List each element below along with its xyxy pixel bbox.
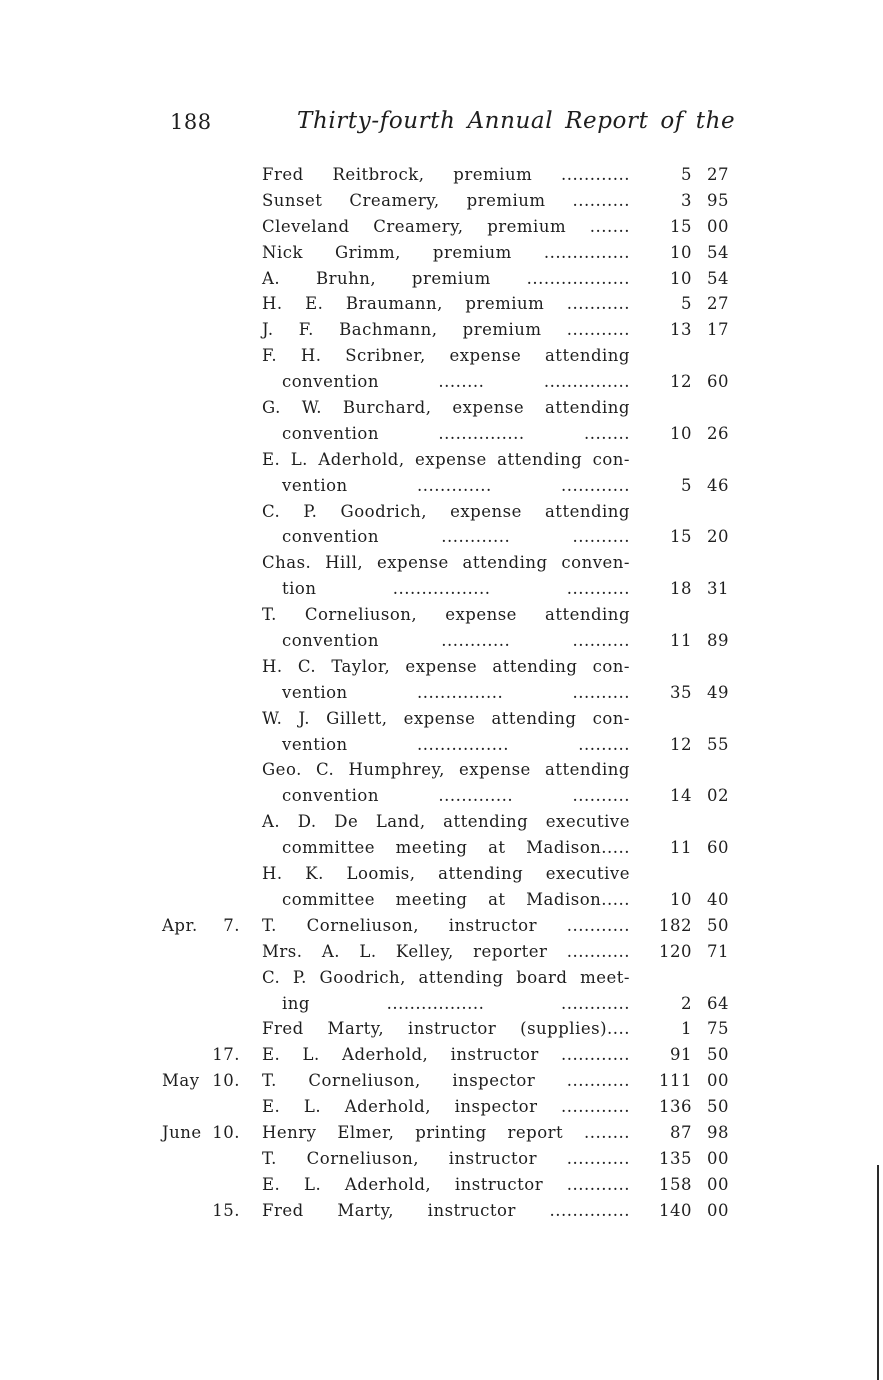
entry-line	[0, 887, 883, 913]
entry-description: E. L. Aderhold, inspector ............	[262, 1097, 630, 1117]
entry-amount-dollars: 5	[681, 294, 692, 314]
entry-description: convention ............... ........	[282, 423, 630, 443]
entry-description: H. C. Taylor, expense attending con-	[262, 656, 630, 676]
entry-amount-dollars: 10	[670, 423, 692, 443]
entry-month: Apr.	[162, 915, 198, 935]
entry-amount-cents: 55	[707, 734, 729, 754]
ledger-entries	[0, 162, 883, 1224]
entry-line	[0, 783, 883, 809]
entry-amount-cents: 71	[707, 941, 729, 961]
entry-line	[0, 680, 883, 706]
entry-line	[0, 757, 883, 783]
ledger-entry	[0, 913, 883, 939]
ledger-entry	[0, 1172, 883, 1198]
ledger-entry	[0, 1198, 883, 1224]
entry-description: W. J. Gillett, expense attending con-	[262, 708, 630, 728]
entry-line	[0, 162, 883, 188]
entry-amount-dollars: 14	[670, 786, 692, 806]
entry-description: E. L. Aderhold, instructor ............	[262, 1045, 630, 1065]
entry-amount-dollars: 10	[670, 889, 692, 909]
entry-line	[0, 1068, 883, 1094]
ledger-entry	[0, 317, 883, 343]
entry-amount-dollars: 182	[659, 915, 692, 935]
entry-description: C. P. Goodrich, attending board meet-	[262, 967, 630, 987]
entry-description: E. L. Aderhold, expense attending con-	[262, 449, 630, 469]
entry-description: C. P. Goodrich, expense attending	[262, 501, 630, 521]
entry-line	[0, 291, 883, 317]
ledger-entry	[0, 1146, 883, 1172]
entry-amount-cents: 27	[707, 165, 729, 184]
entry-amount-dollars: 10	[670, 268, 692, 288]
entry-day: 17.	[212, 1045, 240, 1065]
entry-month: May	[162, 1071, 200, 1091]
entry-description: ing ................. ............	[282, 993, 630, 1013]
entry-amount-cents: 02	[707, 786, 729, 806]
entry-amount-dollars: 15	[670, 527, 692, 547]
entry-amount-dollars: 87	[670, 1122, 692, 1142]
entry-line	[0, 473, 883, 499]
entry-amount-cents: 17	[707, 320, 729, 340]
entry-month: June	[162, 1122, 202, 1142]
entry-line	[0, 447, 883, 473]
entry-line	[0, 524, 883, 550]
ledger-entry	[0, 214, 883, 240]
entry-amount-cents: 00	[707, 1148, 729, 1168]
entry-line	[0, 1042, 883, 1068]
ledger-entry	[0, 809, 883, 861]
entry-amount-cents: 64	[707, 993, 729, 1013]
entry-description: tion ................. ...........	[282, 579, 630, 599]
ledger-entry	[0, 266, 883, 292]
entry-description: T. Corneliuson, instructor ...........	[262, 915, 630, 935]
entry-description: H. K. Loomis, attending executive	[262, 864, 630, 884]
entry-description: E. L. Aderhold, instructor ...........	[262, 1174, 630, 1194]
entry-amount-dollars: 5	[681, 165, 692, 184]
entry-description: J. F. Bachmann, premium ...........	[262, 320, 630, 340]
entry-amount-dollars: 11	[670, 631, 692, 651]
entry-description: G. W. Burchard, expense attending	[262, 398, 630, 418]
entry-line	[0, 913, 883, 939]
entry-description: vention ................ .........	[282, 734, 630, 754]
entry-day: 7.	[223, 915, 240, 935]
ledger-entry	[0, 162, 883, 188]
entry-amount-cents: 00	[707, 1174, 729, 1194]
entry-amount-cents: 98	[707, 1122, 729, 1142]
entry-amount-cents: 20	[707, 527, 729, 547]
entry-amount-cents: 75	[707, 1019, 729, 1039]
entry-description: Fred Reitbrock, premium ............	[262, 165, 630, 184]
entry-description: Geo. C. Humphrey, expense attending	[262, 760, 630, 780]
entry-description: Fred Marty, instructor (supplies)....	[262, 1019, 630, 1039]
ledger-entry	[0, 939, 883, 965]
entry-day: 10.	[212, 1071, 240, 1091]
entry-amount-dollars: 15	[670, 216, 692, 236]
ledger-entry	[0, 654, 883, 706]
entry-line	[0, 965, 883, 991]
ledger-entry	[0, 188, 883, 214]
entry-amount-cents: 50	[707, 915, 729, 935]
entry-description: convention ............ ..........	[282, 631, 630, 651]
entry-amount-cents: 95	[707, 190, 729, 210]
entry-amount-cents: 27	[707, 294, 729, 314]
entry-description: Chas. Hill, expense attending conven-	[262, 553, 630, 573]
entry-amount-dollars: 35	[670, 682, 692, 702]
entry-amount-cents: 89	[707, 631, 729, 651]
entry-line	[0, 576, 883, 602]
entry-amount-cents: 46	[707, 475, 729, 495]
ledger-entry	[0, 447, 883, 499]
entry-amount-cents: 54	[707, 268, 729, 288]
entry-line	[0, 835, 883, 861]
entry-line	[0, 602, 883, 628]
ledger-entry	[0, 861, 883, 913]
ledger-entry	[0, 706, 883, 758]
entry-line	[0, 499, 883, 525]
ledger-entry	[0, 602, 883, 654]
entry-line	[0, 266, 883, 292]
page-header	[0, 108, 883, 140]
running-title: Thirty-fourth Annual Report of the	[297, 108, 736, 134]
entry-line	[0, 317, 883, 343]
entry-amount-cents: 31	[707, 579, 729, 599]
entry-description: T. Corneliuson, expense attending	[262, 605, 630, 625]
entry-line	[0, 991, 883, 1017]
entry-line	[0, 1172, 883, 1198]
entry-amount-cents: 60	[707, 372, 729, 392]
ledger-entry	[0, 1016, 883, 1042]
entry-amount-cents: 40	[707, 889, 729, 909]
entry-line	[0, 1094, 883, 1120]
entry-amount-cents: 54	[707, 242, 729, 262]
entry-description: vention ............. ............	[282, 475, 630, 495]
ledger-entry	[0, 1094, 883, 1120]
entry-amount-dollars: 111	[659, 1071, 692, 1091]
entry-description: Nick Grimm, premium ...............	[262, 242, 630, 262]
entry-description: H. E. Braumann, premium ...........	[262, 294, 630, 314]
ledger-entry	[0, 757, 883, 809]
entry-amount-dollars: 2	[681, 993, 692, 1013]
entry-line	[0, 188, 883, 214]
entry-description: Sunset Creamery, premium ..........	[262, 190, 630, 210]
entry-description: A. D. De Land, attending executive	[262, 812, 630, 832]
entry-amount-dollars: 13	[670, 320, 692, 340]
entry-description: committee meeting at Madison.....	[282, 889, 630, 909]
entry-amount-cents: 26	[707, 423, 729, 443]
entry-line	[0, 550, 883, 576]
entry-line	[0, 214, 883, 240]
ledger-entry	[0, 1068, 883, 1094]
entry-line	[0, 654, 883, 680]
ledger-entry	[0, 965, 883, 1017]
entry-amount-dollars: 140	[659, 1200, 692, 1220]
ledger-entry	[0, 550, 883, 602]
entry-amount-dollars: 135	[659, 1148, 692, 1168]
entry-line	[0, 628, 883, 654]
ledger-entry	[0, 1042, 883, 1068]
entry-amount-cents: 49	[707, 682, 729, 702]
entry-description: convention ........ ...............	[282, 372, 630, 392]
entry-day: 10.	[212, 1122, 240, 1142]
entry-amount-cents: 50	[707, 1045, 729, 1065]
entry-amount-cents: 00	[707, 216, 729, 236]
entry-description: convention ............. ..........	[282, 786, 630, 806]
entry-description: committee meeting at Madison.....	[282, 838, 630, 858]
entry-line	[0, 861, 883, 887]
entry-amount-dollars: 10	[670, 242, 692, 262]
entry-amount-dollars: 158	[659, 1174, 692, 1194]
entry-line	[0, 343, 883, 369]
entry-description: T. Corneliuson, instructor ...........	[262, 1148, 630, 1168]
entry-line	[0, 240, 883, 266]
entry-amount-dollars: 120	[659, 941, 692, 961]
entry-description: Henry Elmer, printing report ........	[262, 1122, 630, 1142]
entry-amount-dollars: 1	[681, 1019, 692, 1039]
ledger-entry	[0, 291, 883, 317]
ledger-entry	[0, 499, 883, 551]
entry-line	[0, 369, 883, 395]
entry-amount-cents: 00	[707, 1071, 729, 1091]
entry-description: convention ............ ..........	[282, 527, 630, 547]
entry-amount-cents: 00	[707, 1200, 729, 1220]
entry-amount-dollars: 136	[659, 1097, 692, 1117]
entry-line	[0, 732, 883, 758]
entry-description: F. H. Scribner, expense attending	[262, 346, 630, 366]
entry-amount-cents: 60	[707, 838, 729, 858]
entry-amount-cents: 50	[707, 1097, 729, 1117]
entry-line	[0, 1146, 883, 1172]
entry-amount-dollars: 18	[670, 579, 692, 599]
entry-description: A. Bruhn, premium ..................	[262, 268, 630, 288]
entry-amount-dollars: 5	[681, 475, 692, 495]
entry-line	[0, 1120, 883, 1146]
entry-amount-dollars: 91	[670, 1045, 692, 1065]
entry-description: Mrs. A. L. Kelley, reporter ...........	[262, 941, 630, 961]
ledger-entry	[0, 343, 883, 395]
entry-line	[0, 1198, 883, 1224]
ledger-entry	[0, 395, 883, 447]
entry-line	[0, 421, 883, 447]
entry-line	[0, 939, 883, 965]
entry-description: T. Corneliuson, inspector ...........	[262, 1071, 630, 1091]
entry-description: vention ............... ..........	[282, 682, 630, 702]
entry-line	[0, 706, 883, 732]
entry-line	[0, 809, 883, 835]
entry-amount-dollars: 3	[681, 190, 692, 210]
entry-day: 15.	[212, 1200, 240, 1220]
entry-description: Fred Marty, instructor ..............	[262, 1200, 630, 1220]
entry-line	[0, 395, 883, 421]
ledger-entry	[0, 1120, 883, 1146]
entry-description: Cleveland Creamery, premium .......	[262, 216, 630, 236]
ledger-entry	[0, 240, 883, 266]
entry-line	[0, 1016, 883, 1042]
entry-amount-dollars: 12	[670, 372, 692, 392]
entry-amount-dollars: 11	[670, 838, 692, 858]
entry-amount-dollars: 12	[670, 734, 692, 754]
page-number: 188	[170, 110, 212, 134]
